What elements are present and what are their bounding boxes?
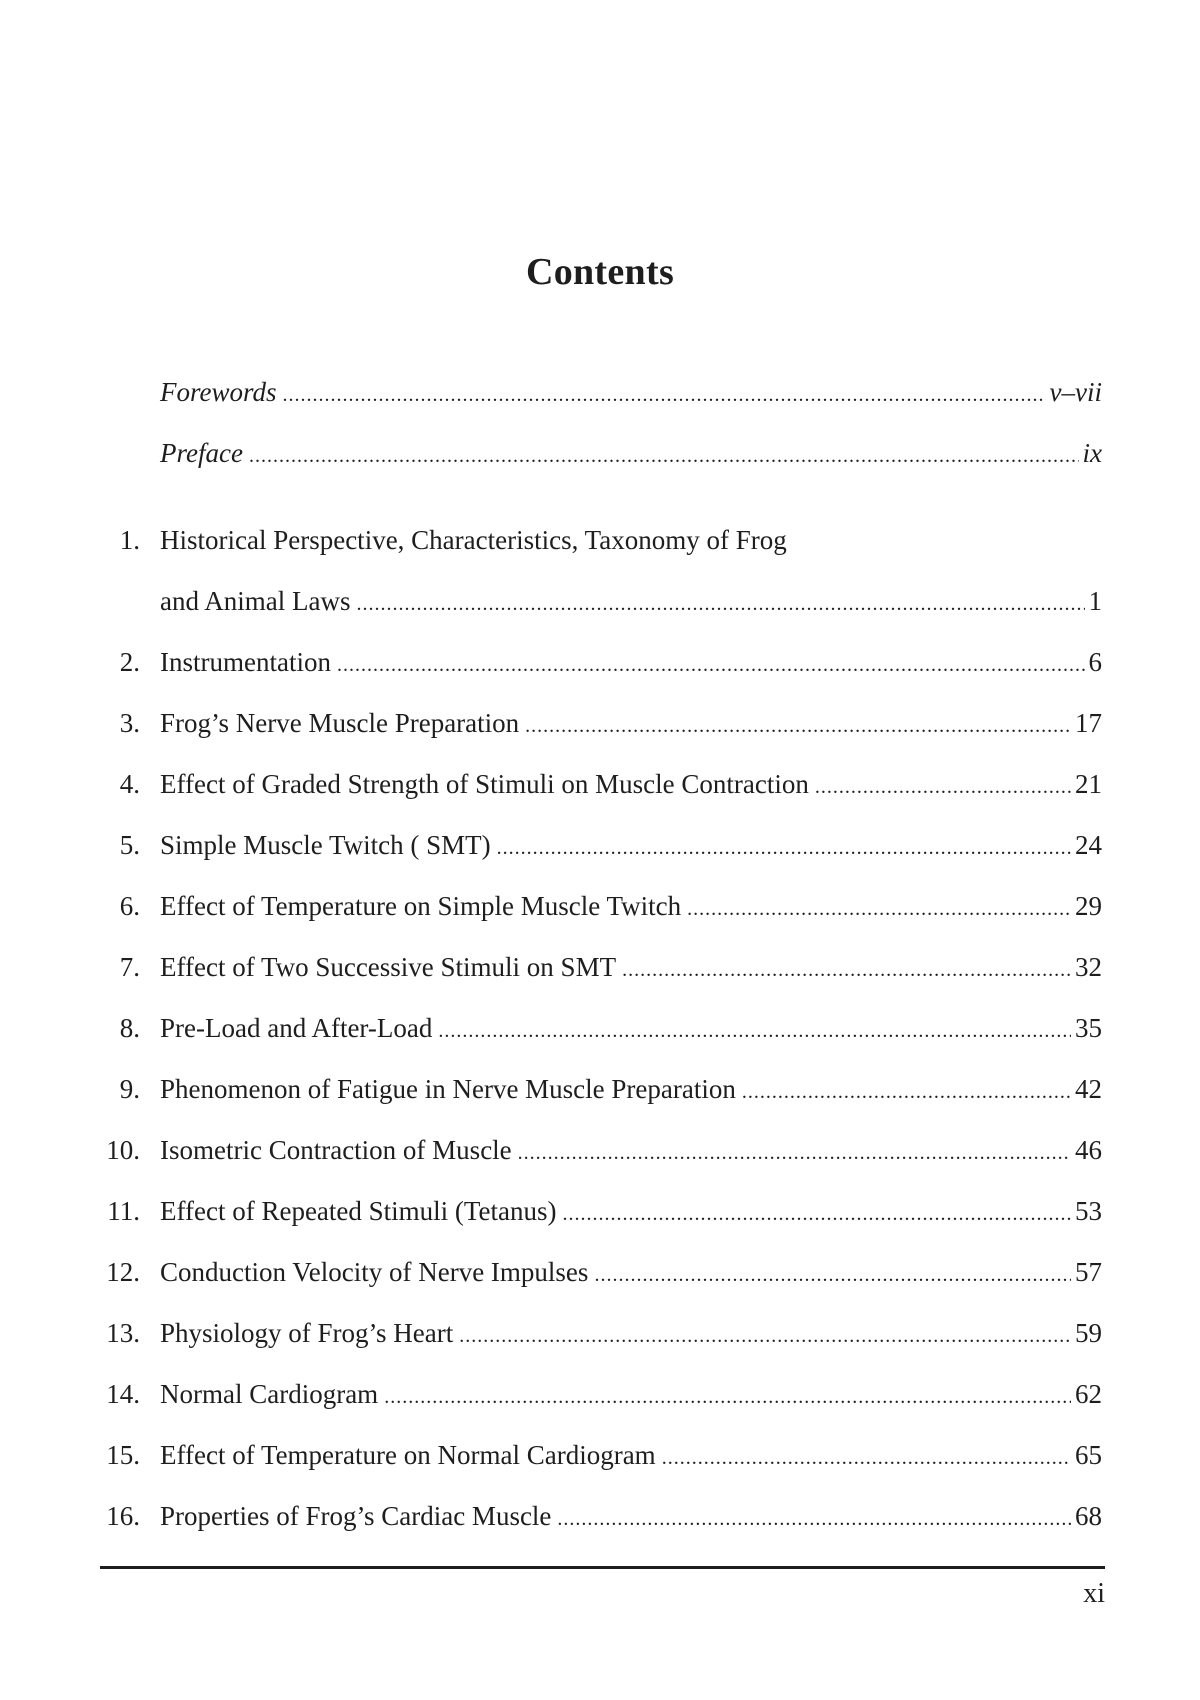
toc-entry-chapter-3[interactable] (119, 703, 1102, 743)
toc-entry-page: 53 (1075, 1196, 1102, 1226)
toc-entry-chapter-2[interactable] (119, 642, 1102, 682)
toc-entry-title: Simple Muscle Twitch ( SMT) (160, 830, 491, 860)
toc-entry-title: Effect of Temperature on Simple Muscle Twitch (160, 891, 682, 921)
dot-leader (384, 1377, 1071, 1417)
dot-leader (283, 375, 1046, 415)
toc-entry-title: Conduction Velocity of Nerve Impulses (160, 1257, 589, 1287)
toc-entry-number: 12. (106, 1257, 140, 1287)
toc-entry-page: 65 (1075, 1440, 1102, 1470)
toc-entry-number: 10. (106, 1135, 140, 1165)
toc-entry-chapter-9[interactable] (119, 1069, 1102, 1109)
dot-leader (622, 950, 1071, 990)
toc-entry-forewords[interactable] (160, 372, 1102, 412)
toc-entry-title: Phenomenon of Fatigue in Nerve Muscle Preparation (160, 1074, 736, 1104)
dot-leader (337, 645, 1085, 685)
dot-leader (525, 706, 1071, 746)
toc-entry-preface[interactable] (160, 433, 1102, 473)
dot-leader (662, 1438, 1071, 1478)
toc-entry-page: 1 (1088, 586, 1102, 616)
toc-entry-page: 62 (1075, 1379, 1102, 1409)
dot-leader (497, 828, 1071, 868)
toc-entry-chapter-14[interactable] (106, 1374, 1102, 1414)
toc-entry-number: 9. (119, 1074, 140, 1104)
footer-rule (100, 1566, 1105, 1569)
dot-leader (742, 1072, 1071, 1112)
toc-entry-title: Instrumentation (160, 647, 331, 677)
toc-entry-title: Effect of Temperature on Normal Cardiogram (160, 1440, 656, 1470)
toc-entry-page: 24 (1075, 830, 1102, 860)
toc-entry-page: 35 (1075, 1013, 1102, 1043)
toc-entry-number: 11. (107, 1196, 140, 1226)
toc-entry-chapter-7[interactable] (119, 947, 1102, 987)
toc-entry-title: Historical Perspective, Characteristics, Taxonomy of Frog (160, 525, 787, 555)
dot-leader (459, 1316, 1071, 1356)
toc-entry-title: Physiology of Frog’s Heart (160, 1318, 454, 1348)
toc-entry-page: 32 (1075, 952, 1102, 982)
toc-entry-title: Effect of Repeated Stimuli (Tetanus) (160, 1196, 557, 1226)
toc-entry-title: Pre-Load and After-Load (160, 1013, 433, 1043)
toc-entry-title: Isometric Contraction of Muscle (160, 1135, 512, 1165)
toc-entry-title: Frog’s Nerve Muscle Preparation (160, 708, 520, 738)
toc-entry-number: 14. (106, 1379, 140, 1409)
toc-entry-page: 17 (1075, 708, 1102, 738)
toc-entry-title: Forewords (160, 377, 277, 407)
toc-entry-number: 6. (119, 891, 140, 921)
toc-entry-chapter-8[interactable] (119, 1008, 1102, 1048)
toc-entry-title: and Animal Laws (160, 586, 351, 616)
toc-entry-title: Effect of Two Successive Stimuli on SMT (160, 952, 617, 982)
toc-entry-title: Effect of Graded Strength of Stimuli on Muscle Contraction (160, 769, 809, 799)
dot-leader (815, 767, 1071, 807)
toc-entry-chapter-1-cont[interactable] (160, 581, 1102, 621)
toc-entry-number: 13. (106, 1318, 140, 1348)
toc-entry-chapter-6[interactable] (119, 886, 1102, 926)
dot-leader (562, 1194, 1071, 1234)
toc-entry-chapter-1[interactable] (119, 520, 1102, 560)
toc-entry-title: Normal Cardiogram (160, 1379, 379, 1409)
dot-leader (249, 436, 1079, 476)
toc-entry-page: 21 (1075, 769, 1102, 799)
dot-leader (518, 1133, 1071, 1173)
toc-entry-number: 5. (119, 830, 140, 860)
toc-entry-chapter-12[interactable] (106, 1252, 1102, 1292)
toc-entry-chapter-11[interactable] (107, 1191, 1102, 1231)
page-title: Contents (525, 251, 675, 293)
toc-entry-number: 1. (119, 525, 140, 555)
toc-entry-number: 15. (106, 1440, 140, 1470)
dot-leader (557, 1499, 1071, 1539)
dot-leader (594, 1255, 1071, 1295)
toc-entry-chapter-10[interactable] (106, 1130, 1102, 1170)
toc-entry-chapter-16[interactable] (106, 1496, 1102, 1536)
dot-leader (356, 584, 1084, 624)
toc-entry-page: v–vii (1049, 377, 1102, 407)
toc-entry-chapter-4[interactable] (119, 764, 1102, 804)
toc-entry-title: Properties of Frog’s Cardiac Muscle (160, 1501, 552, 1531)
toc-entry-page: 29 (1075, 891, 1102, 921)
toc-entry-number: 2. (119, 647, 140, 677)
dot-leader (687, 889, 1071, 929)
dot-leader (438, 1011, 1071, 1051)
toc-entry-title: Preface (160, 438, 243, 468)
toc-entry-number: 4. (119, 769, 140, 799)
toc-entry-page: 6 (1088, 647, 1102, 677)
toc-entry-page: 57 (1075, 1257, 1102, 1287)
toc-entry-number: 16. (106, 1501, 140, 1531)
toc-entry-page: 42 (1075, 1074, 1102, 1104)
toc-entry-page: 68 (1075, 1501, 1102, 1531)
toc-entry-number: 3. (119, 708, 140, 738)
toc-entry-chapter-5[interactable] (119, 825, 1102, 865)
toc-entry-number: 8. (119, 1013, 140, 1043)
toc-entry-page: 46 (1075, 1135, 1102, 1165)
toc-entry-chapter-15[interactable] (106, 1435, 1102, 1475)
toc-entry-number: 7. (119, 952, 140, 982)
toc-entry-page: 59 (1075, 1318, 1102, 1348)
toc-entry-page: ix (1082, 438, 1102, 468)
toc-entry-chapter-13[interactable] (106, 1313, 1102, 1353)
page-number: xi (1083, 1578, 1105, 1609)
